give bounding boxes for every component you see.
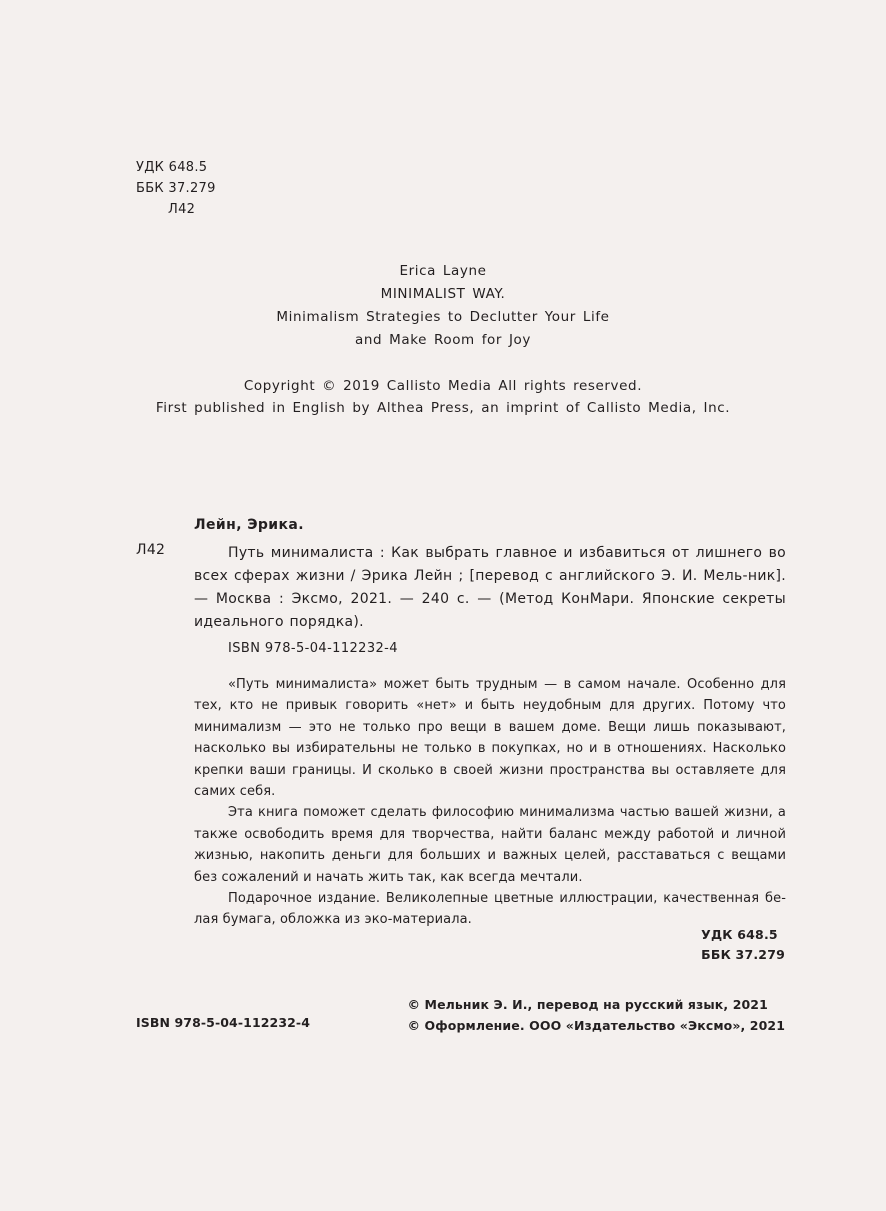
catalog-isbn: ISBN 978-5-04-112232-4 [228, 641, 398, 656]
bbk-code: ББК 37.279 [136, 181, 216, 196]
bottom-bbk: ББК 37.279 [701, 947, 785, 962]
original-copyright-block [0, 375, 886, 419]
copyright-translation: © Мельник Э. И., перевод на русский язык, 2021 [407, 997, 768, 1012]
classification-block [136, 157, 216, 220]
original-publisher: First published in English by Althea Press, an imprint of Callisto Media, Inc. [155, 400, 731, 416]
catalog-description [194, 542, 786, 634]
author-mark: Л42 [168, 202, 196, 217]
original-subtitle-2: and Make Room for Joy [355, 332, 531, 348]
bottom-classification [701, 925, 785, 965]
bottom-udk: УДК 648.5 [701, 927, 778, 942]
original-author: Erica Layne [399, 263, 487, 279]
original-subtitle-1: Minimalism Strategies to Declutter Your Life [276, 309, 610, 325]
catalog-code: Л42 [136, 542, 166, 558]
catalog-author: Лейн, Эрика. [194, 517, 304, 533]
udk-code: УДК 648.5 [136, 160, 208, 175]
copyright-design: © Оформление. ООО «Издательство «Эксмо», 2021 [407, 1018, 785, 1033]
annotation-paragraph-3: Подарочное издание. Великолепные цветные иллюстрации, качественная бе-лая бумага, обложка из эко-материала. [194, 891, 786, 928]
original-title: MINIMALIST WAY. [380, 286, 506, 302]
bottom-isbn: ISBN 978-5-04-112232-4 [136, 1015, 311, 1030]
annotation-paragraph-2: Эта книга поможет сделать философию минимализма частью вашей жизни, а также освободить время для творчества, найти баланс между работой и личной жизнью, накопить деньги для больших и важных целей, расставаться с вещами без сожалений и начать жить так, как всегда мечтали. [194, 805, 786, 885]
annotation-paragraph-1: «Путь минималиста» может быть трудным — в самом начале. Особенно для тех, кто не привык говорить «нет» и быть неудобным для других. Потому что минимализм — это не только про вещи в вашем доме. Вещи лишь показывают, насколько вы избирательны не только в покупках, но и в отношениях. Насколько крепки ваши границы. И сколько в своей жизни пространства вы оставляете для самих себя. [194, 677, 786, 800]
catalog-description-text: Путь минималиста : Как выбрать главное и избавиться от лишнего во всех сферах жизни / Эрика Лейн ; [перевод с английского Э. И. Мель-ник]. — Москва : Эксмо, 2021. — 240 с. — (Метод КонМари. Японские секреты идеального порядка). [194, 545, 786, 630]
original-title-block [0, 260, 886, 352]
copyright-block [408, 994, 786, 1036]
annotation [194, 674, 786, 931]
original-copyright: Copyright © 2019 Callisto Media All rights reserved. [243, 378, 643, 394]
